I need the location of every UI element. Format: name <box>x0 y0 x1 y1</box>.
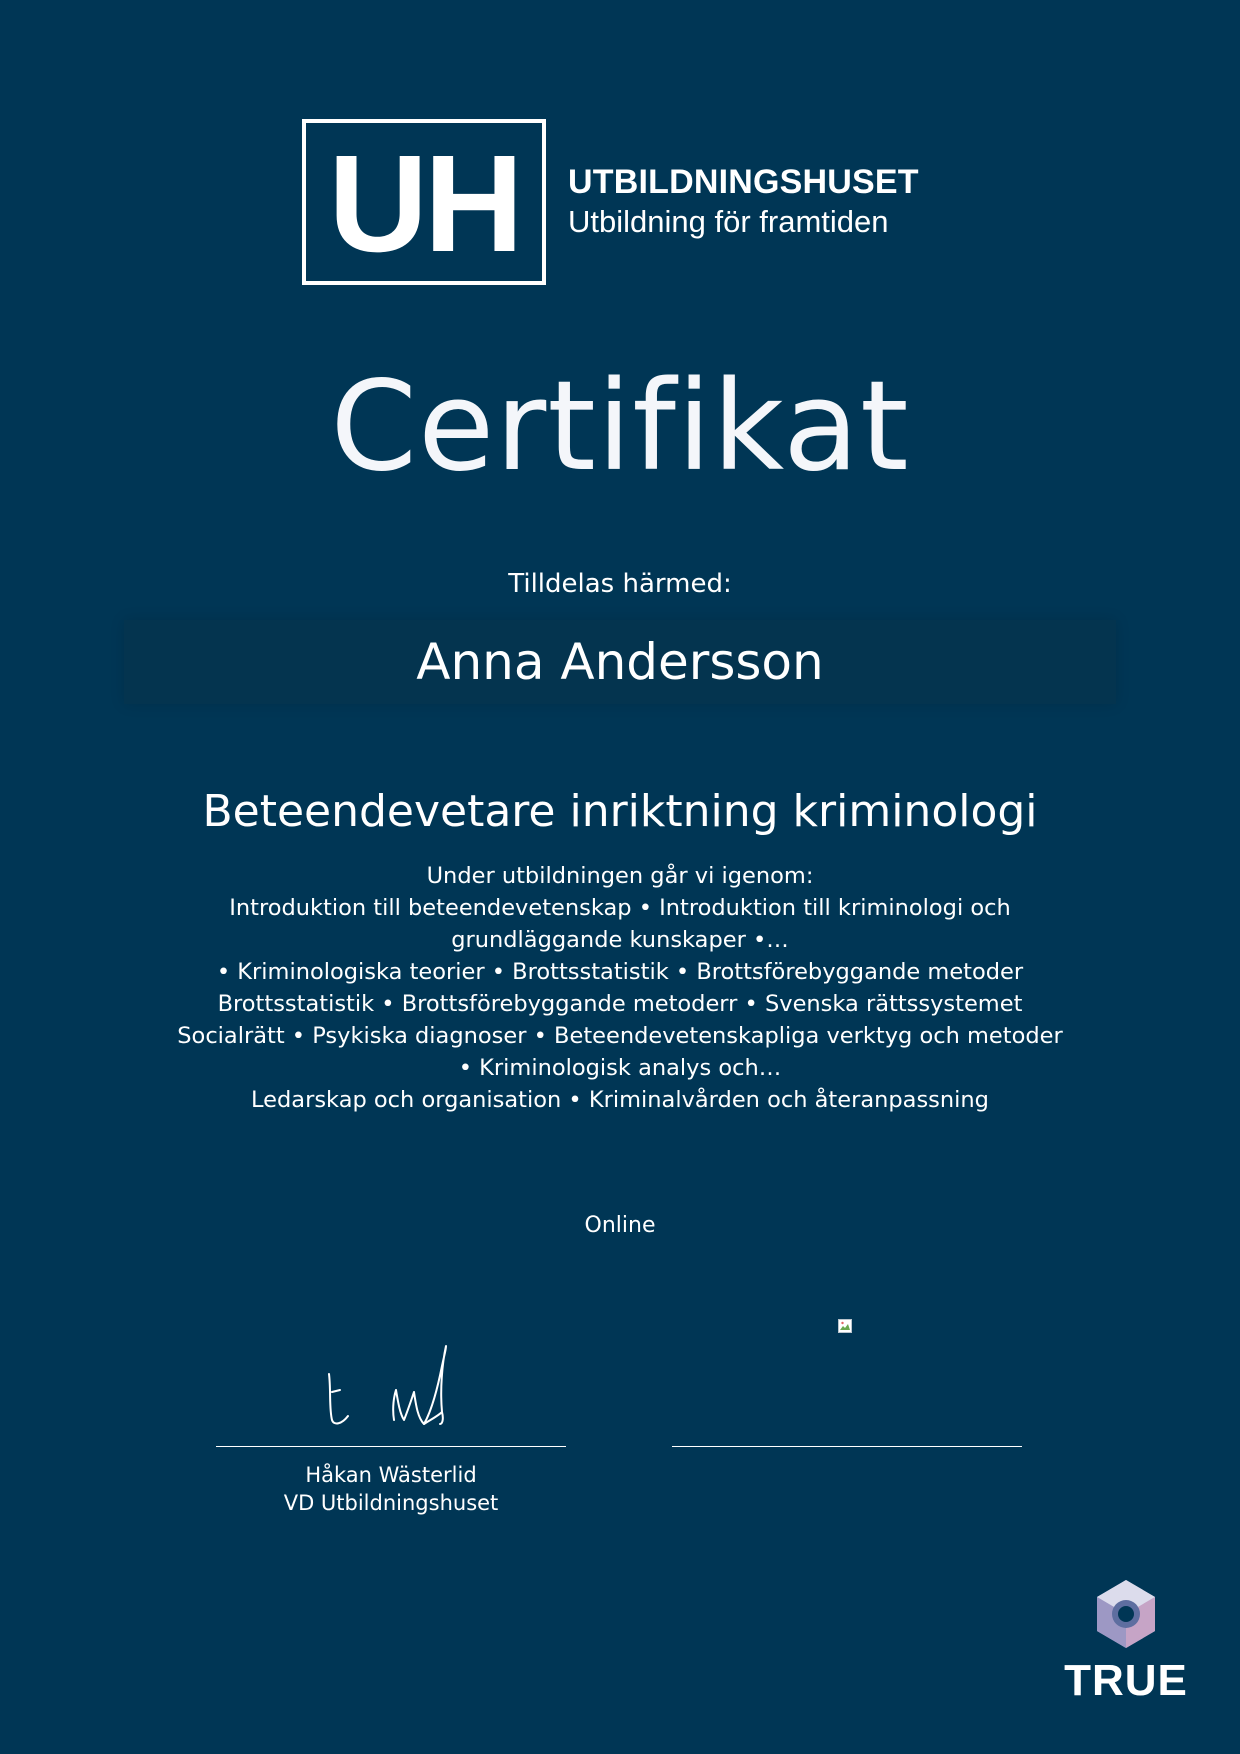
recipient-name: Anna Andersson <box>416 633 824 691</box>
curriculum-line: Ledarskap och organisation • Kriminalvården och återanpassning <box>251 1087 989 1113</box>
signature-line <box>216 1446 566 1447</box>
logo-tagline: Utbildning för framtiden <box>568 204 889 239</box>
signature-block-secondary <box>672 1320 1022 1447</box>
curriculum-line: Introduktion till beteendevetenskap • Introduktion till kriminologi och <box>229 895 1011 921</box>
curriculum-description <box>120 860 1120 1116</box>
logo-text <box>568 162 919 242</box>
course-title: Beteendevetare inriktning kriminologi <box>202 786 1038 837</box>
curriculum-line: • Kriminologisk analys och… <box>458 1055 782 1081</box>
signatory-role: VD Utbildningshuset <box>283 1491 499 1515</box>
recipient-panel <box>124 620 1116 704</box>
signature-scribble <box>216 1320 566 1446</box>
logo-mark-box <box>302 119 546 285</box>
logo-mark: UH <box>328 127 520 281</box>
signature-image-placeholder <box>672 1320 1022 1446</box>
handwritten-signature <box>216 1320 566 1446</box>
true-badge <box>1056 1578 1196 1706</box>
course-location: Online <box>584 1213 656 1238</box>
true-badge-label: TRUE <box>1064 1656 1188 1705</box>
signature-line <box>672 1446 1022 1447</box>
logo-name: UTBILDNINGSHUSET <box>568 163 919 201</box>
curriculum-line: Brottsstatistik • Brottsförebyggande metoderr • Svenska rättssystemet <box>217 991 1023 1017</box>
signatory-name: Håkan Wästerlid <box>305 1463 477 1487</box>
curriculum-line: Under utbildningen går vi igenom: <box>426 863 814 889</box>
curriculum-line: • Kriminologiska teorier • Brottsstatistik • Brottsförebyggande metoder <box>216 959 1024 985</box>
broken-image-icon <box>838 1319 854 1335</box>
awarded-label: Tilldelas härmed: <box>508 569 732 599</box>
utbildningshuset-logo <box>302 120 919 284</box>
true-hexagon-icon <box>1091 1578 1161 1650</box>
certificate-title: Certifikat <box>330 355 910 499</box>
curriculum-line: grundläggande kunskaper •… <box>451 927 789 953</box>
signature-block-ceo <box>216 1320 566 1517</box>
curriculum-line: Socialrätt • Psykiska diagnoser • Beteendevetenskapliga verktyg och metoder <box>177 1023 1063 1049</box>
